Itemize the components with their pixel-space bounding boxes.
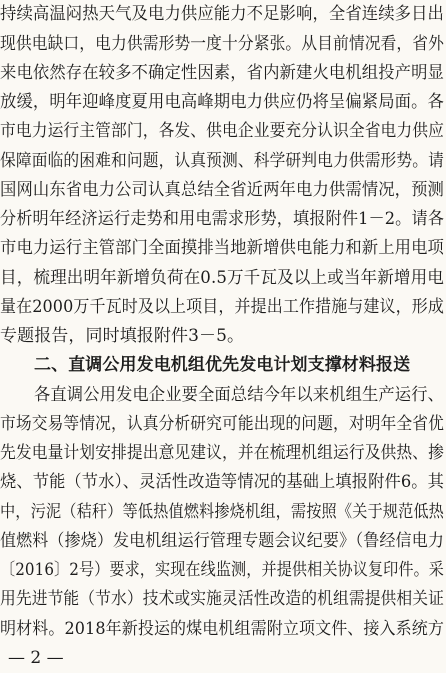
text-line-2: 现供电缺口，电力供需形势一度十分紧张。从目前情况看，省外	[0, 34, 444, 54]
text-line-16: 先发电量计划安排提出意见建议，并在梳理机组运行及供热、掺	[0, 443, 444, 463]
text-line-5: 市电力运行主管部门，各发、供电企业要充分认识全省电力供应	[0, 121, 444, 141]
text-line-21: 用先进节能（节水）技术或实施灵活性改造的机组需提供相关证	[0, 589, 444, 609]
text-line-4: 放缓，明年迎峰度夏用电高峰期电力供应仍将呈偏紧局面。各	[0, 92, 444, 112]
text-line-1: 持续高温闷热天气及电力供应能力不足影响，全省连续多日出	[0, 4, 444, 24]
text-line-6: 保障面临的困难和问题，认真预测、科学研判电力供需形势。请	[0, 151, 444, 171]
text-line-19: 值燃料（掺烧）发电机组运行管理专题会议纪要》（鲁经信电力	[0, 531, 444, 551]
text-line-3: 来电依然存在较多不确定性因素，省内新建火电机组投产明显	[0, 63, 444, 83]
text-line-17: 烧、节能（节水）、灵活性改造等情况的基础上填报附件6。其	[0, 472, 444, 492]
page-number: — 2 —	[8, 648, 64, 668]
text-line-18: 中，污泥（秸秆）等低热值燃料掺烧机组，需按照《关于规范低热	[0, 502, 444, 522]
text-line-7: 国网山东省电力公司认真总结全省近两年电力供需情况，预测	[0, 180, 444, 200]
text-line-20: 〔2016〕2号）要求，实现在线监测，并提供相关协议复印件。采	[0, 560, 444, 580]
text-line-15: 市场交易等情况，认真分析研究可能出现的问题，对明年全省优	[0, 414, 444, 434]
text-line-14: 各直调公用发电企业要全面总结今年以来机组生产运行、	[34, 385, 444, 405]
text-line-22: 明材料。2018年新投运的煤电机组需附立项文件、接入系统方	[0, 619, 444, 639]
text-line-8: 分析明年经济运行走势和用电需求形势，填报附件1－2。请各	[0, 209, 444, 229]
section-heading: 二、直调公用发电机组优先发电计划支撑材料报送	[34, 355, 411, 375]
text-line-9: 市电力运行主管部门全面摸排当地新增供电能力和新上用电项	[0, 238, 444, 258]
text-line-12: 专题报告，同时填报附件3－5。	[0, 326, 245, 346]
text-line-11: 量在2000万千瓦时及以上项目，并提出工作措施与建议，形成	[0, 297, 444, 317]
text-line-10: 目，梳理出明年新增负荷在0.5万千瓦及以上或当年新增用电	[0, 268, 444, 288]
